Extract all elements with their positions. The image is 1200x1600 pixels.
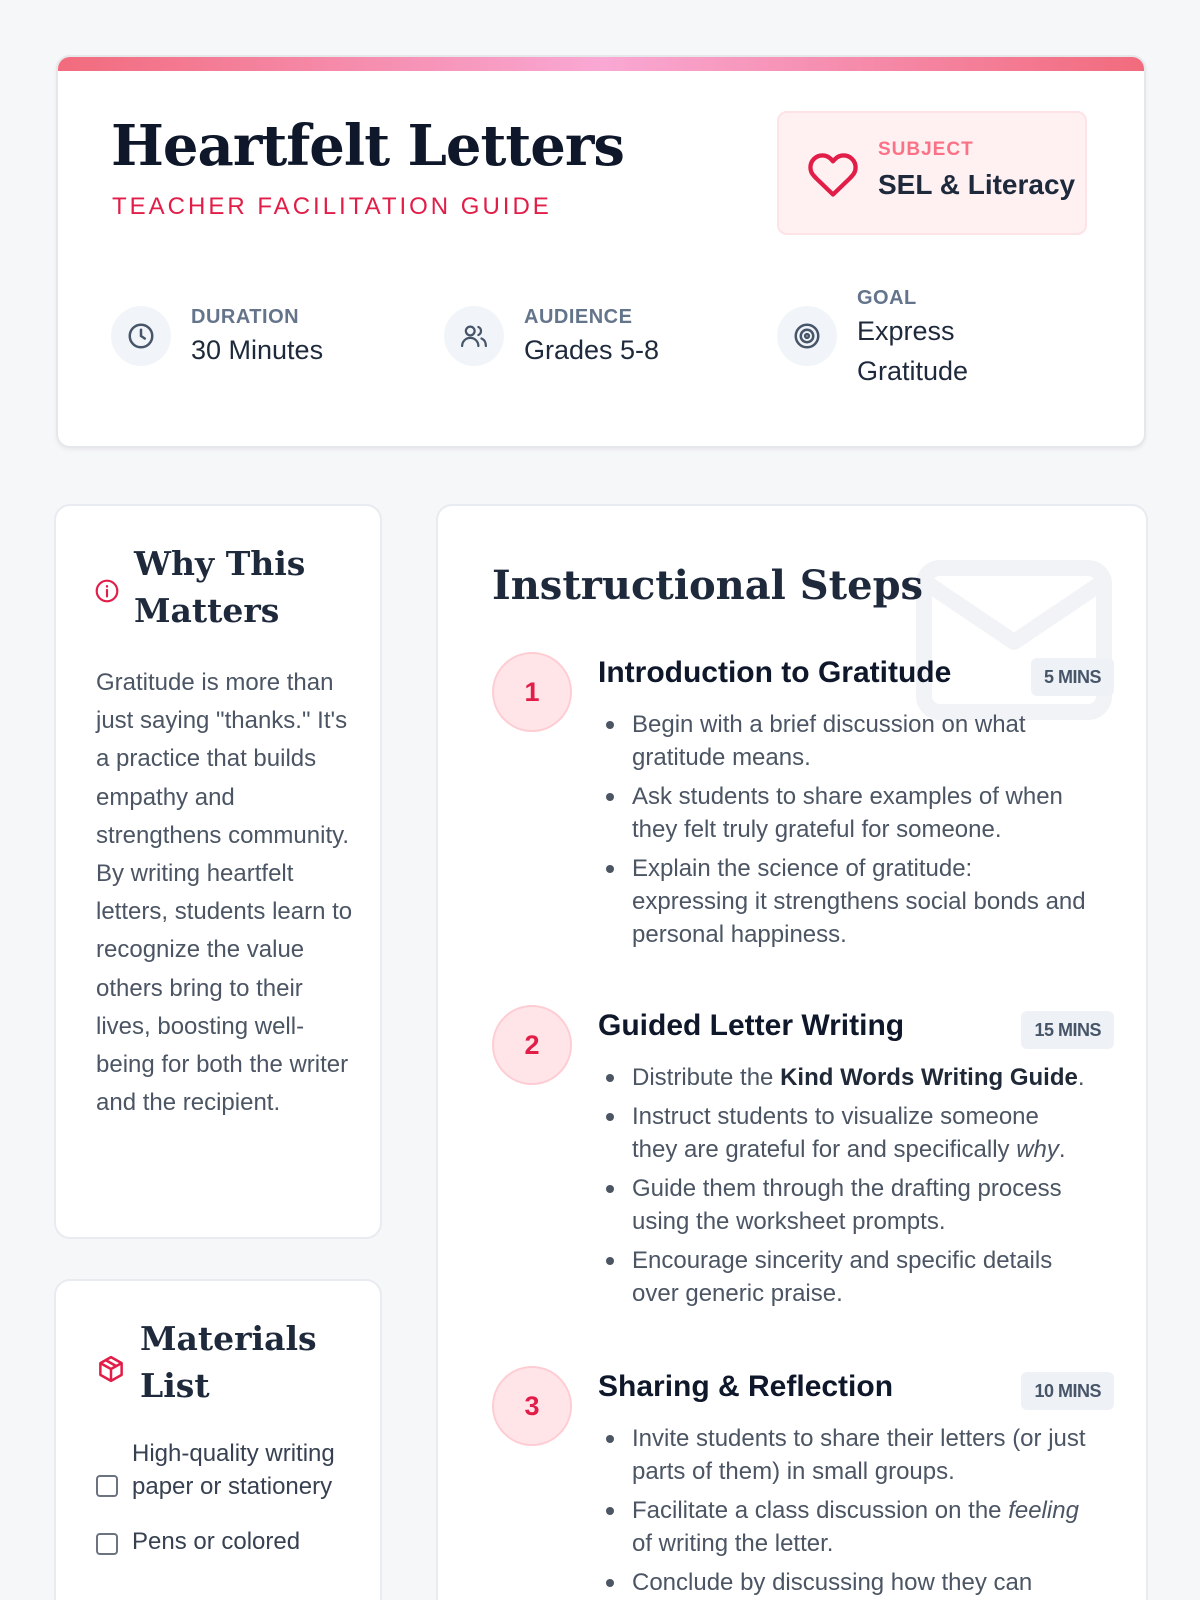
meta-audience bbox=[444, 306, 744, 376]
step-1 bbox=[492, 652, 1112, 962]
subject-value: SEL & Literacy bbox=[878, 169, 1076, 200]
audience-value: Grades 5-8 bbox=[524, 335, 660, 365]
target-icon bbox=[792, 321, 822, 351]
list-item: Explain the science of gratitude: expressing it strengthens social bonds and personal happiness. bbox=[598, 852, 1090, 951]
step-number: 2 bbox=[492, 1005, 572, 1085]
step-title: Sharing & Reflection bbox=[598, 1370, 894, 1403]
why-text: Gratitude is more than just saying "thanks." It's a practice that builds empathy and strengthens community. By writing heartfelt letters, students learn to recognize the value others bring to their lives, boosting well-being for both the writer and the recipient. bbox=[96, 669, 353, 1117]
list-item: Begin with a brief discussion on what gratitude means. bbox=[598, 708, 1090, 774]
subject-box bbox=[777, 111, 1087, 235]
goal-label: GOAL bbox=[857, 287, 917, 309]
duration-value: 30 Minutes bbox=[191, 335, 324, 365]
material-checkbox[interactable] bbox=[96, 1475, 118, 1497]
duration-badge: 15 MINS bbox=[1021, 1011, 1114, 1049]
list-item: Pens or colored bbox=[96, 1525, 356, 1558]
audience-label: AUDIENCE bbox=[524, 306, 633, 328]
meta-goal bbox=[777, 287, 1077, 397]
list-item: High-quality writing paper or stationery bbox=[96, 1437, 356, 1503]
list-item: Instruct students to visualize someone they are grateful for and specifically why. bbox=[598, 1100, 1090, 1166]
duration-label: DURATION bbox=[191, 306, 300, 328]
goal-value-line1: Express bbox=[857, 316, 955, 346]
step-title: Introduction to Gratitude bbox=[598, 656, 952, 689]
step-title: Guided Letter Writing bbox=[598, 1009, 905, 1042]
users-icon bbox=[459, 321, 489, 351]
accent-bar bbox=[58, 57, 1144, 71]
list-item: Facilitate a class discussion on the feeling of writing the letter. bbox=[598, 1494, 1090, 1560]
box-icon bbox=[96, 1354, 126, 1384]
step-bullets bbox=[598, 708, 1090, 957]
materials-card bbox=[54, 1279, 382, 1600]
list-item: Guide them through the drafting process using the worksheet prompts. bbox=[598, 1172, 1090, 1238]
clock-icon bbox=[126, 321, 156, 351]
step-bullets bbox=[598, 1061, 1090, 1316]
step-bullets bbox=[598, 1422, 1090, 1600]
info-icon bbox=[94, 578, 120, 604]
header-card bbox=[56, 55, 1146, 448]
list-item: Distribute the Kind Words Writing Guide. bbox=[598, 1061, 1090, 1094]
list-item: Invite students to share their letters (or just parts of them) in small groups. bbox=[598, 1422, 1090, 1488]
goal-value-line2: Gratitude bbox=[857, 356, 969, 386]
why-heading: Why This Matters bbox=[134, 544, 306, 630]
page-subtitle: TEACHER FACILITATION GUIDE bbox=[112, 193, 552, 220]
list-item: Encourage sincerity and specific details over generic praise. bbox=[598, 1244, 1090, 1310]
step-3 bbox=[492, 1366, 1112, 1600]
materials-heading: Materials List bbox=[140, 1319, 317, 1405]
why-card bbox=[54, 504, 382, 1239]
duration-badge: 10 MINS bbox=[1021, 1372, 1114, 1410]
step-number: 1 bbox=[492, 652, 572, 732]
list-item: Conclude by discussing how they can bbox=[598, 1566, 1090, 1599]
heart-icon bbox=[807, 149, 859, 201]
subject-label: SUBJECT bbox=[878, 139, 974, 160]
step-2 bbox=[492, 1005, 1112, 1325]
steps-title: Instructional Steps bbox=[492, 562, 924, 609]
step-number: 3 bbox=[492, 1366, 572, 1446]
meta-duration bbox=[111, 306, 411, 376]
list-item: Ask students to share examples of when they felt truly grateful for someone. bbox=[598, 780, 1090, 846]
material-checkbox[interactable] bbox=[96, 1533, 118, 1555]
page-title: Heartfelt Letters bbox=[111, 113, 624, 179]
steps-card bbox=[436, 504, 1148, 1600]
duration-badge: 5 MINS bbox=[1031, 658, 1114, 696]
materials-list bbox=[96, 1437, 356, 1580]
